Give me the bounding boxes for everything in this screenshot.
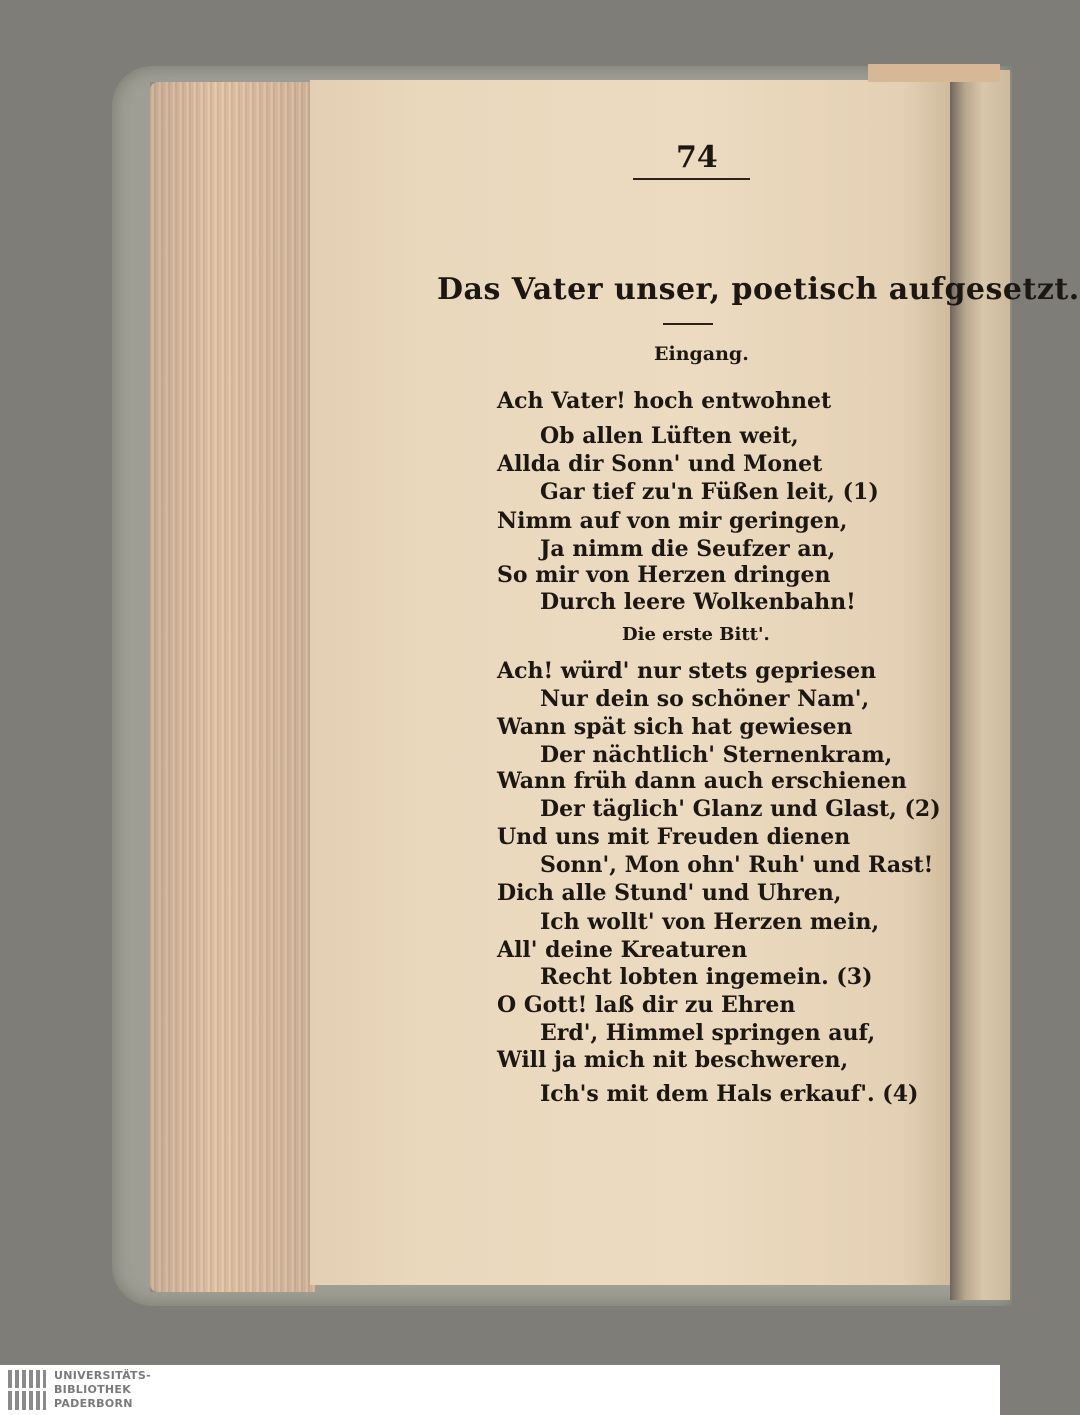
poem-line: Gar tief zu'n Füßen leit, (1): [540, 479, 879, 505]
poem-line: All' deine Kreaturen: [497, 937, 748, 963]
poem-line: Ach! würd' nur stets gepriesen: [497, 658, 877, 684]
poem-line: Erd', Himmel springen auf,: [540, 1020, 876, 1046]
poem-line: O Gott! laß dir zu Ehren: [497, 992, 796, 1018]
next-page-edge: [868, 64, 1000, 82]
stanza-heading: Die erste Bitt'.: [622, 624, 770, 645]
poem-title: Das Vater unser, poetisch aufgesetzt.: [437, 272, 1080, 307]
poem-line: Allda dir Sonn' und Monet: [497, 451, 823, 477]
book-gutter: [950, 70, 1010, 1300]
poem-line: Wann früh dann auch erschienen: [497, 768, 907, 794]
poem-line: Wann spät sich hat gewiesen: [497, 714, 853, 740]
logo-line: PADERBORN: [54, 1397, 133, 1410]
header-rule: [633, 178, 750, 180]
poem-line: So mir von Herzen dringen: [497, 562, 831, 588]
poem-line: Ob allen Lüften weit,: [540, 423, 799, 449]
poem-line: Ach Vater! hoch entwohnet: [497, 388, 832, 414]
poem-line: Dich alle Stund' und Uhren,: [497, 880, 842, 906]
poem-line: Recht lobten ingemein. (3): [540, 964, 873, 990]
poem-line: Ich's mit dem Hals erkauf'. (4): [540, 1081, 919, 1107]
poem-line: Ich wollt' von Herzen mein,: [540, 909, 880, 935]
poem-line: Der nächtlich' Sternenkram,: [540, 742, 893, 768]
poem-line: Der täglich' Glanz und Glast, (2): [540, 796, 941, 822]
page-edges-shade: [150, 82, 315, 1292]
poem-line: Durch leere Wolkenbahn!: [540, 589, 856, 615]
poem-line: Nimm auf von mir geringen,: [497, 508, 848, 534]
logo-line: UNIVERSITÄTS-: [54, 1369, 151, 1382]
poem-line: Nur dein so schöner Nam',: [540, 686, 870, 712]
poem-line: Und uns mit Freuden dienen: [497, 824, 851, 850]
poem-line: Will ja mich nit beschweren,: [497, 1047, 849, 1073]
title-rule: [663, 323, 713, 325]
poem-line: Ja nimm die Seufzer an,: [540, 536, 836, 562]
stanza-heading: Eingang.: [654, 343, 749, 365]
logo-line: BIBLIOTHEK: [54, 1383, 132, 1396]
library-logo-icon: [8, 1370, 46, 1410]
page-number: 74: [676, 140, 718, 175]
poem-line: Sonn', Mon ohn' Ruh' und Rast!: [540, 852, 934, 878]
